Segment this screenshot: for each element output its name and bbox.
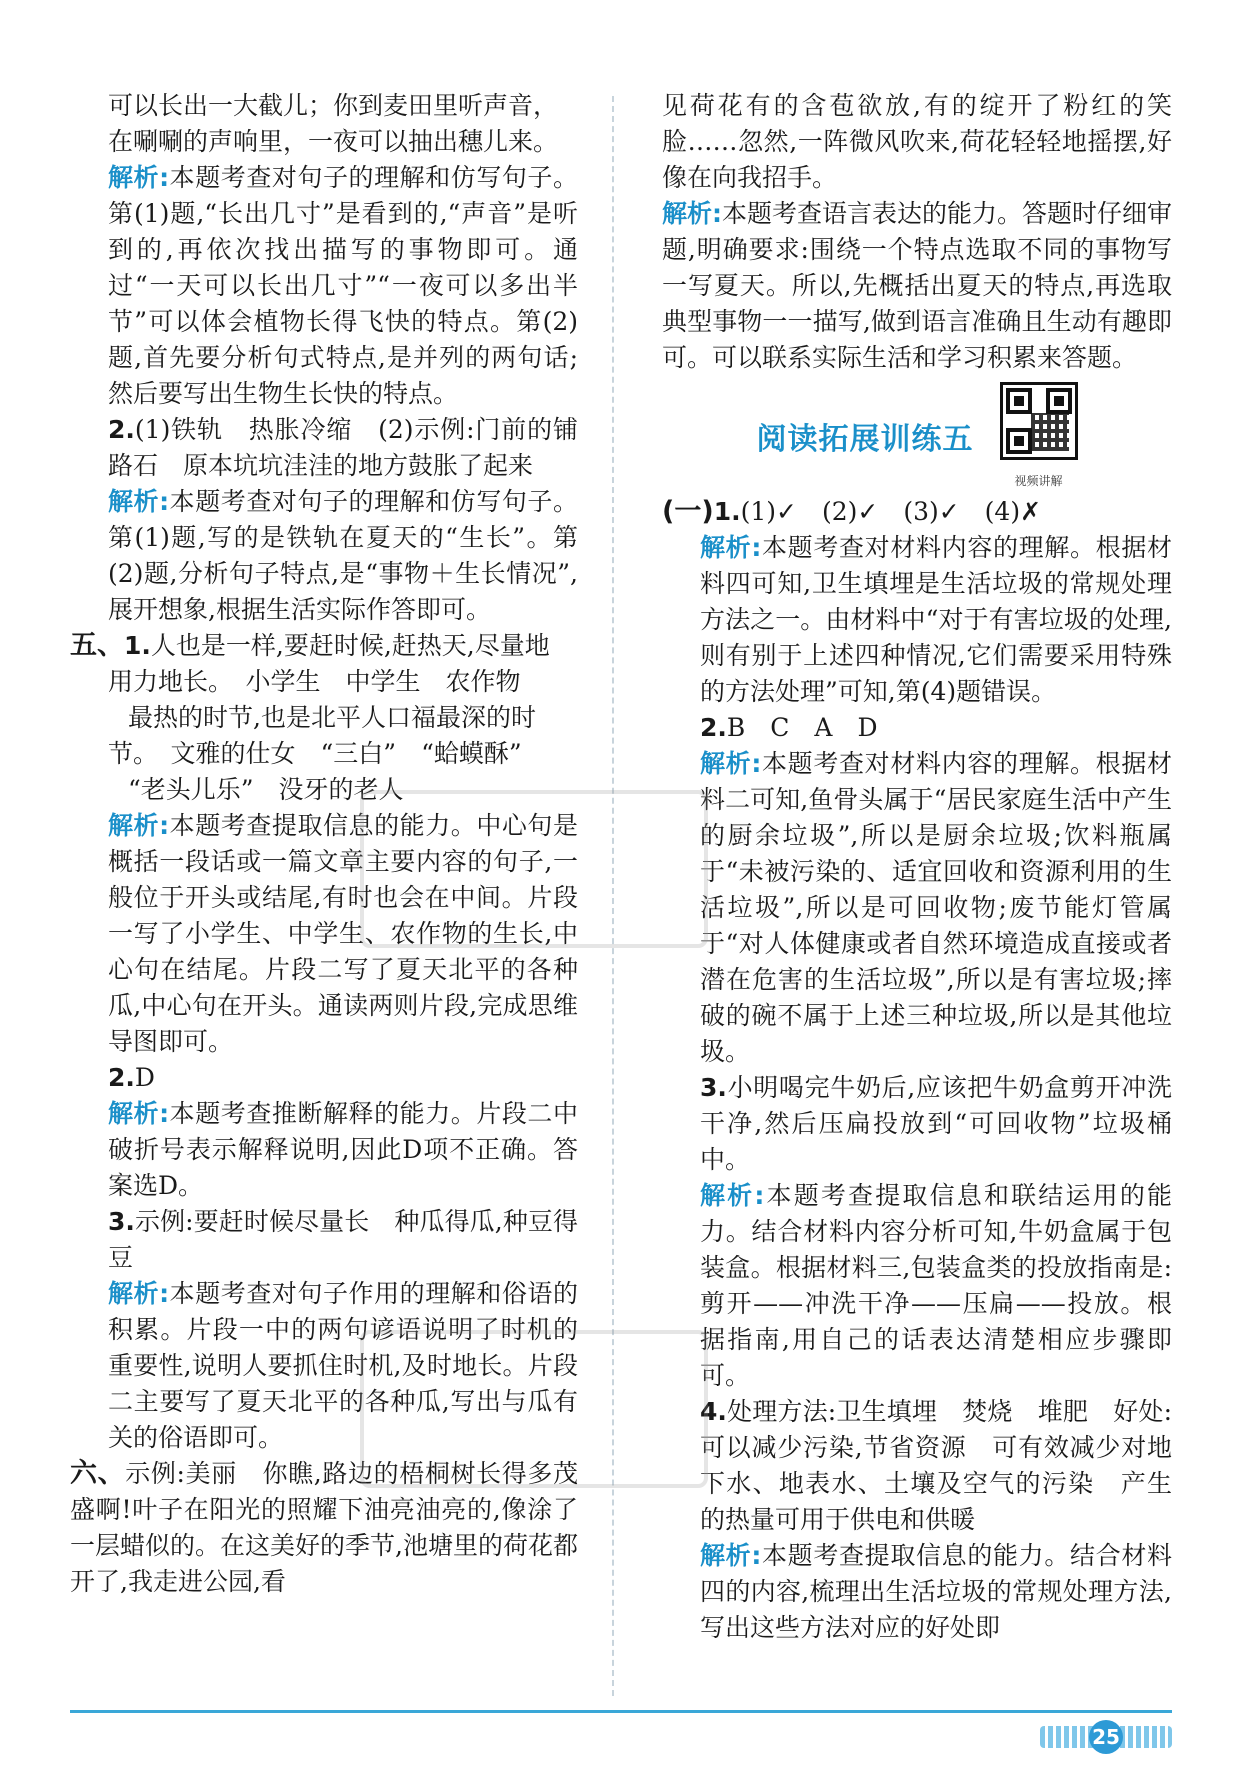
question-number: 1. bbox=[713, 497, 741, 526]
analysis-block bbox=[70, 808, 578, 1060]
answer-text: 用力地长。 小学生 中学生 农作物 bbox=[108, 667, 521, 696]
answer-text: (1)✓ (2)✓ (3)✓ (4)✗ bbox=[740, 497, 1042, 526]
analysis-label: 解析: bbox=[700, 1181, 765, 1210]
answer-item bbox=[70, 412, 578, 484]
answer-item bbox=[662, 1070, 1172, 1178]
analysis-label: 解析: bbox=[108, 487, 170, 516]
part-one-q1 bbox=[662, 494, 1172, 530]
question-number: 4. bbox=[700, 1397, 727, 1426]
qr-code-icon[interactable] bbox=[1000, 382, 1078, 460]
analysis-text: 本题考查提取信息的能力。结合材料四的内容,梳理出生活垃圾的常规处理方法,写出这些方法对应的好处即 bbox=[700, 1541, 1172, 1642]
answer-item bbox=[70, 1204, 578, 1276]
answer-text: 最热的时节,也是北平人口福最深的时 bbox=[128, 703, 536, 732]
question-number: 3. bbox=[108, 1207, 135, 1236]
analysis-block bbox=[70, 160, 578, 412]
page-number-badge bbox=[1040, 1720, 1172, 1754]
section-label: 六、 bbox=[70, 1458, 126, 1489]
answer-item bbox=[662, 710, 1172, 746]
analysis-text: 本题考查对材料内容的理解。根据材料二可知,鱼骨头属于“居民家庭生活中产生的厨余垃圾”,所以是厨余垃圾;饮料瓶属于“未被污染的、适宜回收和资源利用的生活垃圾”,所以是可回收物;废节能灯管属于“对人体健康或者自然环境造成直接或者潜在危害的生活垃圾”,所以是有害垃圾;摔破的碗不属于上述三种垃圾,所以是其他垃圾。 bbox=[700, 749, 1172, 1066]
question-number: 3. bbox=[700, 1073, 727, 1102]
answer-text: 示例:美丽 你瞧,路边的梧桐树长得多茂盛啊!叶子在阳光的照耀下油亮油亮的,像涂了一层蜡似的。在这美好的季节,池塘里的荷花都开了,我走进公园,看 bbox=[70, 1459, 578, 1596]
analysis-text: 本题考查对材料内容的理解。根据材料四可知,卫生填埋是生活垃圾的常规处理方法之一。由材料中“对于有害垃圾的处理,则有别于上述四种情况,它们需要采用特殊的方法处理”可知,第(4)题错误。 bbox=[700, 533, 1172, 706]
analysis-block bbox=[70, 1096, 578, 1204]
analysis-text: 本题考查对句子作用的理解和俗语的积累。片段一中的两句谚语说明了时机的重要性,说明人要抓住时机,及时地长。片段二主要写了夏天北平的各种瓜,写出与瓜有关的俗语即可。 bbox=[108, 1279, 578, 1452]
answer-text: 小明喝完牛奶后,应该把牛奶盒剪开冲洗干净,然后压扁投放到“可回收物”垃圾桶中。 bbox=[700, 1073, 1172, 1174]
continued-text: 见荷花有的含苞欲放,有的绽开了粉红的笑脸……忽然,一阵微风吹来,荷花轻轻地摇摆,好像在向我招手。 bbox=[662, 91, 1172, 192]
analysis-text: 本题考查对句子的理解和仿写句子。第(1)题,写的是铁轨在夏天的“生长”。第(2)题,分析句子特点,是“事物＋生长情况”,展开想象,根据生活实际作答即可。 bbox=[108, 487, 578, 624]
answer-text: D bbox=[134, 1063, 155, 1092]
analysis-label: 解析: bbox=[108, 1279, 170, 1308]
part-label: (一) bbox=[662, 496, 714, 527]
analysis-label: 解析: bbox=[662, 199, 722, 228]
analysis-label: 解析: bbox=[108, 811, 170, 840]
answer-item bbox=[70, 1060, 578, 1096]
analysis-label: 解析: bbox=[108, 163, 170, 192]
answer-text: “老头儿乐” 没牙的老人 bbox=[128, 775, 404, 804]
left-column bbox=[70, 88, 578, 1600]
section-heading bbox=[662, 390, 1172, 490]
analysis-text: 本题考查推断解释的能力。片段二中破折号表示解释说明,因此D项不正确。答案选D。 bbox=[108, 1099, 578, 1200]
analysis-block bbox=[662, 1178, 1172, 1394]
analysis-text: 本题考查语言表达的能力。答题时仔细审题,明确要求:围绕一个特点选取不同的事物写一写夏天。所以,先概括出夏天的特点,再选取典型事物一一描写,做到语言准确且生动有趣即可。可以联系实际生活和学习积累来答题。 bbox=[662, 199, 1173, 372]
text-line: 在唰唰的声响里，一夜可以抽出穗儿来。 bbox=[108, 127, 559, 156]
analysis-block bbox=[662, 196, 1172, 376]
analysis-text: 本题考查对句子的理解和仿写句子。第(1)题,“长出几寸”是看到的,“声音”是听到的,再依次找出描写的事物即可。通过“一天可以长出几寸”“一夜可以多出半节”可以体会植物长得飞快的特点。第(2)题,首先要分析句式特点,是并列的两句话;然后要写出生物生长快的特点。 bbox=[108, 163, 578, 408]
question-number: 2. bbox=[108, 415, 135, 444]
column-divider bbox=[612, 96, 614, 1696]
right-column bbox=[662, 88, 1172, 1646]
analysis-label: 解析: bbox=[700, 533, 762, 562]
text-line: 可以长出一大截儿；你到麦田里听声音， bbox=[108, 91, 559, 120]
analysis-text: 本题考查提取信息的能力。中心句是概括一段话或一篇文章主要内容的句子,一般位于开头或结尾,有时也会在中间。片段一写了小学生、中学生、农作物的生长,中心句在结尾。片段二写了夏天北平的各种瓜,中心句在开头。通读两则片段,完成思维导图即可。 bbox=[108, 811, 578, 1056]
analysis-text: 本题考查提取信息和联结运用的能力。结合材料内容分析可知,牛奶盒属于包装盒。根据材料三,包装盒类的投放指南是:剪开——冲洗干净——压扁——投放。根据指南,用自己的话表达清楚相应步骤即可。 bbox=[700, 1181, 1172, 1390]
question-number: 1. bbox=[124, 631, 151, 660]
page-number: 25 bbox=[1089, 1720, 1123, 1754]
analysis-block bbox=[662, 1538, 1172, 1646]
answer-text: B C A D bbox=[726, 713, 878, 742]
section-six bbox=[70, 1456, 578, 1600]
question-number: 2. bbox=[700, 713, 727, 742]
answer-text: (1)铁轨 热胀冷缩 (2)示例:门前的铺路石 原本坑坑洼洼的地方鼓胀了起来 bbox=[108, 415, 578, 480]
analysis-label: 解析: bbox=[108, 1099, 170, 1128]
analysis-label: 解析: bbox=[700, 1541, 762, 1570]
qr-code-label: 视频讲解 bbox=[1014, 473, 1063, 488]
answer-text: 示例:要赶时候尽量长 种瓜得瓜,种豆得豆 bbox=[108, 1207, 578, 1272]
footer-rule bbox=[70, 1710, 1172, 1713]
analysis-block bbox=[662, 746, 1172, 1070]
answer-text: 处理方法:卫生填埋 焚烧 堆肥 好处:可以减少污染,节省资源 可有效减少对地下水、地表水、土壤及空气的污染 产生的热量可用于供电和供暖 bbox=[700, 1397, 1172, 1534]
answer-item bbox=[662, 1394, 1172, 1538]
section-five-q1 bbox=[70, 628, 578, 664]
section-label: 五、 bbox=[70, 630, 124, 661]
section-title: 阅读拓展训练五 bbox=[756, 422, 974, 457]
analysis-block bbox=[70, 1276, 578, 1456]
question-number: 2. bbox=[108, 1063, 135, 1092]
analysis-block bbox=[662, 530, 1172, 710]
qr-code-block[interactable] bbox=[1000, 382, 1078, 499]
answer-text: 节。 文雅的仕女 “三白” “蛤蟆酥” bbox=[108, 739, 522, 768]
answer-text: 人也是一样,要赶时候,赶热天,尽量地 bbox=[150, 631, 550, 660]
analysis-block bbox=[70, 484, 578, 628]
analysis-label: 解析: bbox=[700, 749, 762, 778]
